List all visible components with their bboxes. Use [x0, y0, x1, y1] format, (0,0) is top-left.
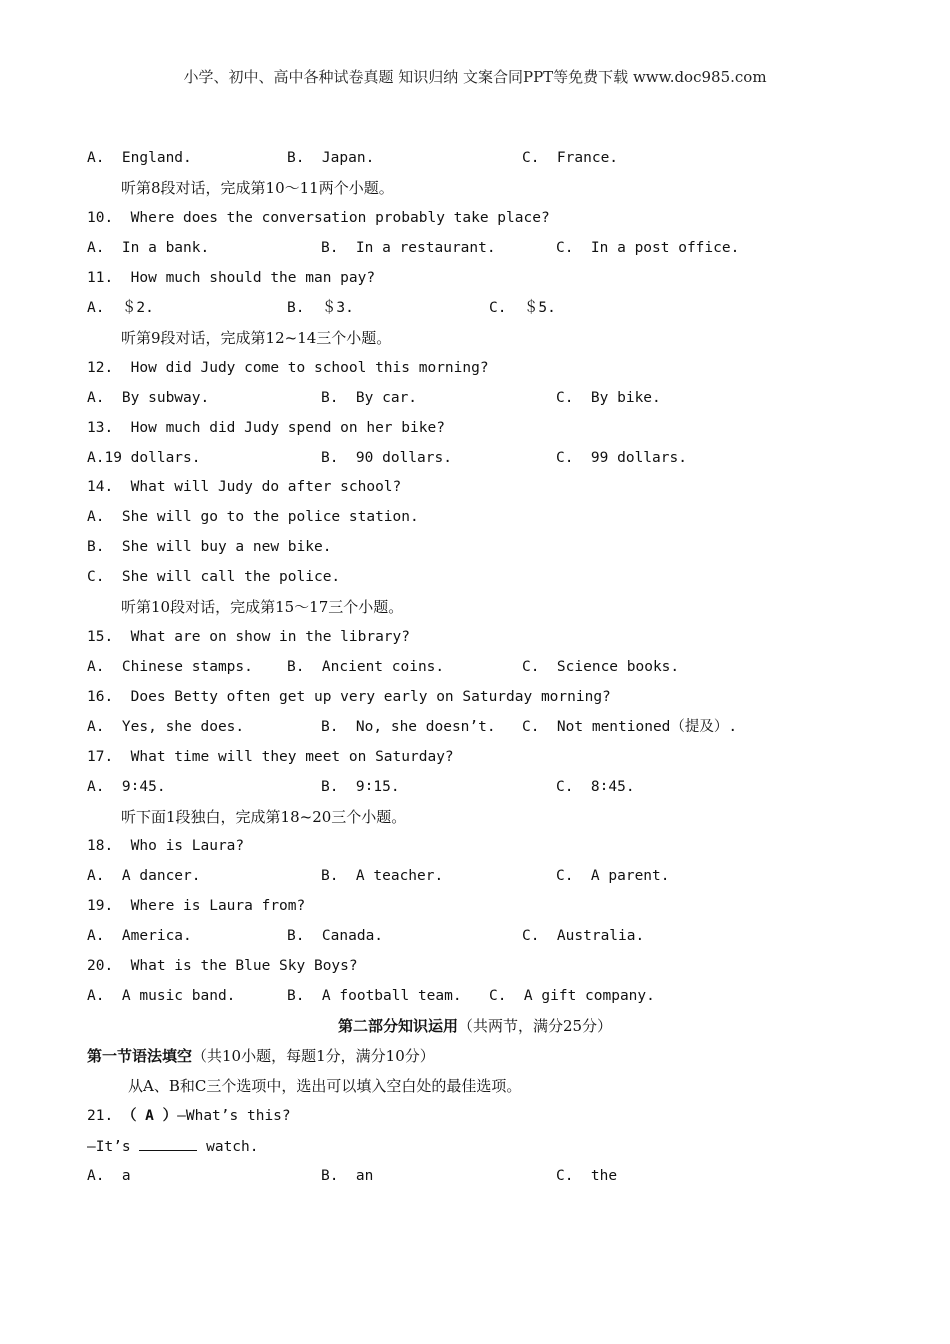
q12-option-a: A. By subway.	[87, 390, 210, 406]
q21-blank	[139, 1136, 197, 1151]
instruction-dialogue-8: 听第8段对话，完成第10～11两个小题。	[121, 179, 394, 197]
section-1-instruction: 从A、B和C三个选项中，选出可以填入空白处的最佳选项。	[128, 1077, 522, 1095]
q20-option-c: C. A gift company.	[489, 988, 655, 1004]
q13-option-a: A.19 dollars.	[87, 450, 201, 466]
question-10: 10. Where does the conversation probably take place?	[87, 210, 550, 226]
q16-option-a: A. Yes, she does.	[87, 719, 245, 735]
q17-option-b: B. 9∶15.	[321, 779, 400, 795]
question-11: 11. How much should the man pay?	[87, 270, 376, 286]
part-2-title-bold: 第二部分知识运用	[337, 1017, 458, 1035]
q14-option-a: A. She will go to the police station.	[87, 509, 419, 525]
q20-option-b: B. A football team.	[287, 988, 462, 1004]
q15-option-c: C. Science books.	[522, 659, 680, 675]
question-13: 13. How much did Judy spend on her bike?	[87, 420, 445, 436]
q15-option-a: A. Chinese stamps.	[87, 659, 253, 675]
q11-option-c: C. ＄5.	[489, 300, 556, 316]
question-18: 18. Who is Laura?	[87, 838, 245, 854]
part-2-title-rest: （共两节，满分25分）	[457, 1017, 613, 1035]
q21-option-b: B. an	[321, 1168, 374, 1184]
q20-option-a: A. A music band.	[87, 988, 236, 1004]
question-19: 19. Where is Laura from?	[87, 898, 306, 914]
q10-option-a: A. In a bank.	[87, 240, 210, 256]
section-1-title-rest: （共10小题，每题1分，满分10分）	[192, 1047, 435, 1065]
q10-option-b: B. In a restaurant.	[321, 240, 496, 256]
instruction-monologue: 听下面1段独白，完成第18~20三个小题。	[121, 808, 407, 826]
question-15: 15. What are on show in the library?	[87, 629, 411, 645]
section-1-title-bold: 第一节语法填空	[87, 1047, 193, 1065]
question-21	[87, 1106, 291, 1126]
q13-option-c: C. 99 dollars.	[556, 450, 687, 466]
q9-option-a: A. England.	[87, 150, 192, 166]
q15-option-b: B. Ancient coins.	[287, 659, 445, 675]
q18-option-a: A. A dancer.	[87, 868, 201, 884]
page-header: 小学、初中、高中各种试卷真题 知识归纳 文案合同PPT等免费下载 www.doc985.com	[183, 68, 767, 86]
q21-option-a: A. a	[87, 1168, 131, 1184]
q18-option-b: B. A teacher.	[321, 868, 444, 884]
q9-option-c: C. France.	[522, 150, 619, 166]
instruction-dialogue-10: 听第10段对话，完成第15～17三个小题。	[121, 598, 404, 616]
q12-option-b: B. By car.	[321, 390, 418, 406]
q9-option-b: B. Japan.	[287, 150, 375, 166]
q19-option-b: B. Canada.	[287, 928, 384, 944]
q21-text: —What’s this?	[177, 1108, 291, 1124]
q13-option-b: B. 90 dollars.	[321, 450, 452, 466]
part-2-title	[0, 1016, 950, 1036]
q11-option-b: B. ＄3.	[287, 300, 354, 316]
q17-option-c: C. 8∶45.	[556, 779, 635, 795]
q21-line2-pre: —It’s	[87, 1139, 140, 1155]
instruction-dialogue-9: 听第9段对话，完成第12~14三个小题。	[121, 329, 392, 347]
q19-option-c: C. Australia.	[522, 928, 645, 944]
section-1-title	[87, 1046, 435, 1066]
q21-option-c: C. the	[556, 1168, 618, 1184]
q14-option-c: C. She will call the police.	[87, 569, 341, 585]
question-12: 12. How did Judy come to school this morning?	[87, 360, 489, 376]
question-17: 17. What time will they meet on Saturday?	[87, 749, 454, 765]
q10-option-c: C. In a post office.	[556, 240, 740, 256]
q21-line2-post: watch.	[197, 1139, 259, 1155]
q11-option-a: A. ＄2.	[87, 300, 154, 316]
q21-answer: （ A ）	[121, 1108, 178, 1124]
question-14: 14. What will Judy do after school?	[87, 479, 402, 495]
q14-option-b: B. She will buy a new bike.	[87, 539, 332, 555]
q16-option-b: B. No, she doesn’t.	[321, 719, 496, 735]
q16-option-c: C. Not mentioned（提及）.	[522, 719, 738, 735]
q12-option-c: C. By bike.	[556, 390, 661, 406]
q17-option-a: A. 9∶45.	[87, 779, 166, 795]
q19-option-a: A. America.	[87, 928, 192, 944]
question-20: 20. What is the Blue Sky Boys?	[87, 958, 358, 974]
q18-option-c: C. A parent.	[556, 868, 670, 884]
q21-number: 21.	[87, 1108, 114, 1124]
question-16: 16. Does Betty often get up very early on Saturday morning?	[87, 689, 611, 705]
q21-line-2	[87, 1136, 259, 1157]
